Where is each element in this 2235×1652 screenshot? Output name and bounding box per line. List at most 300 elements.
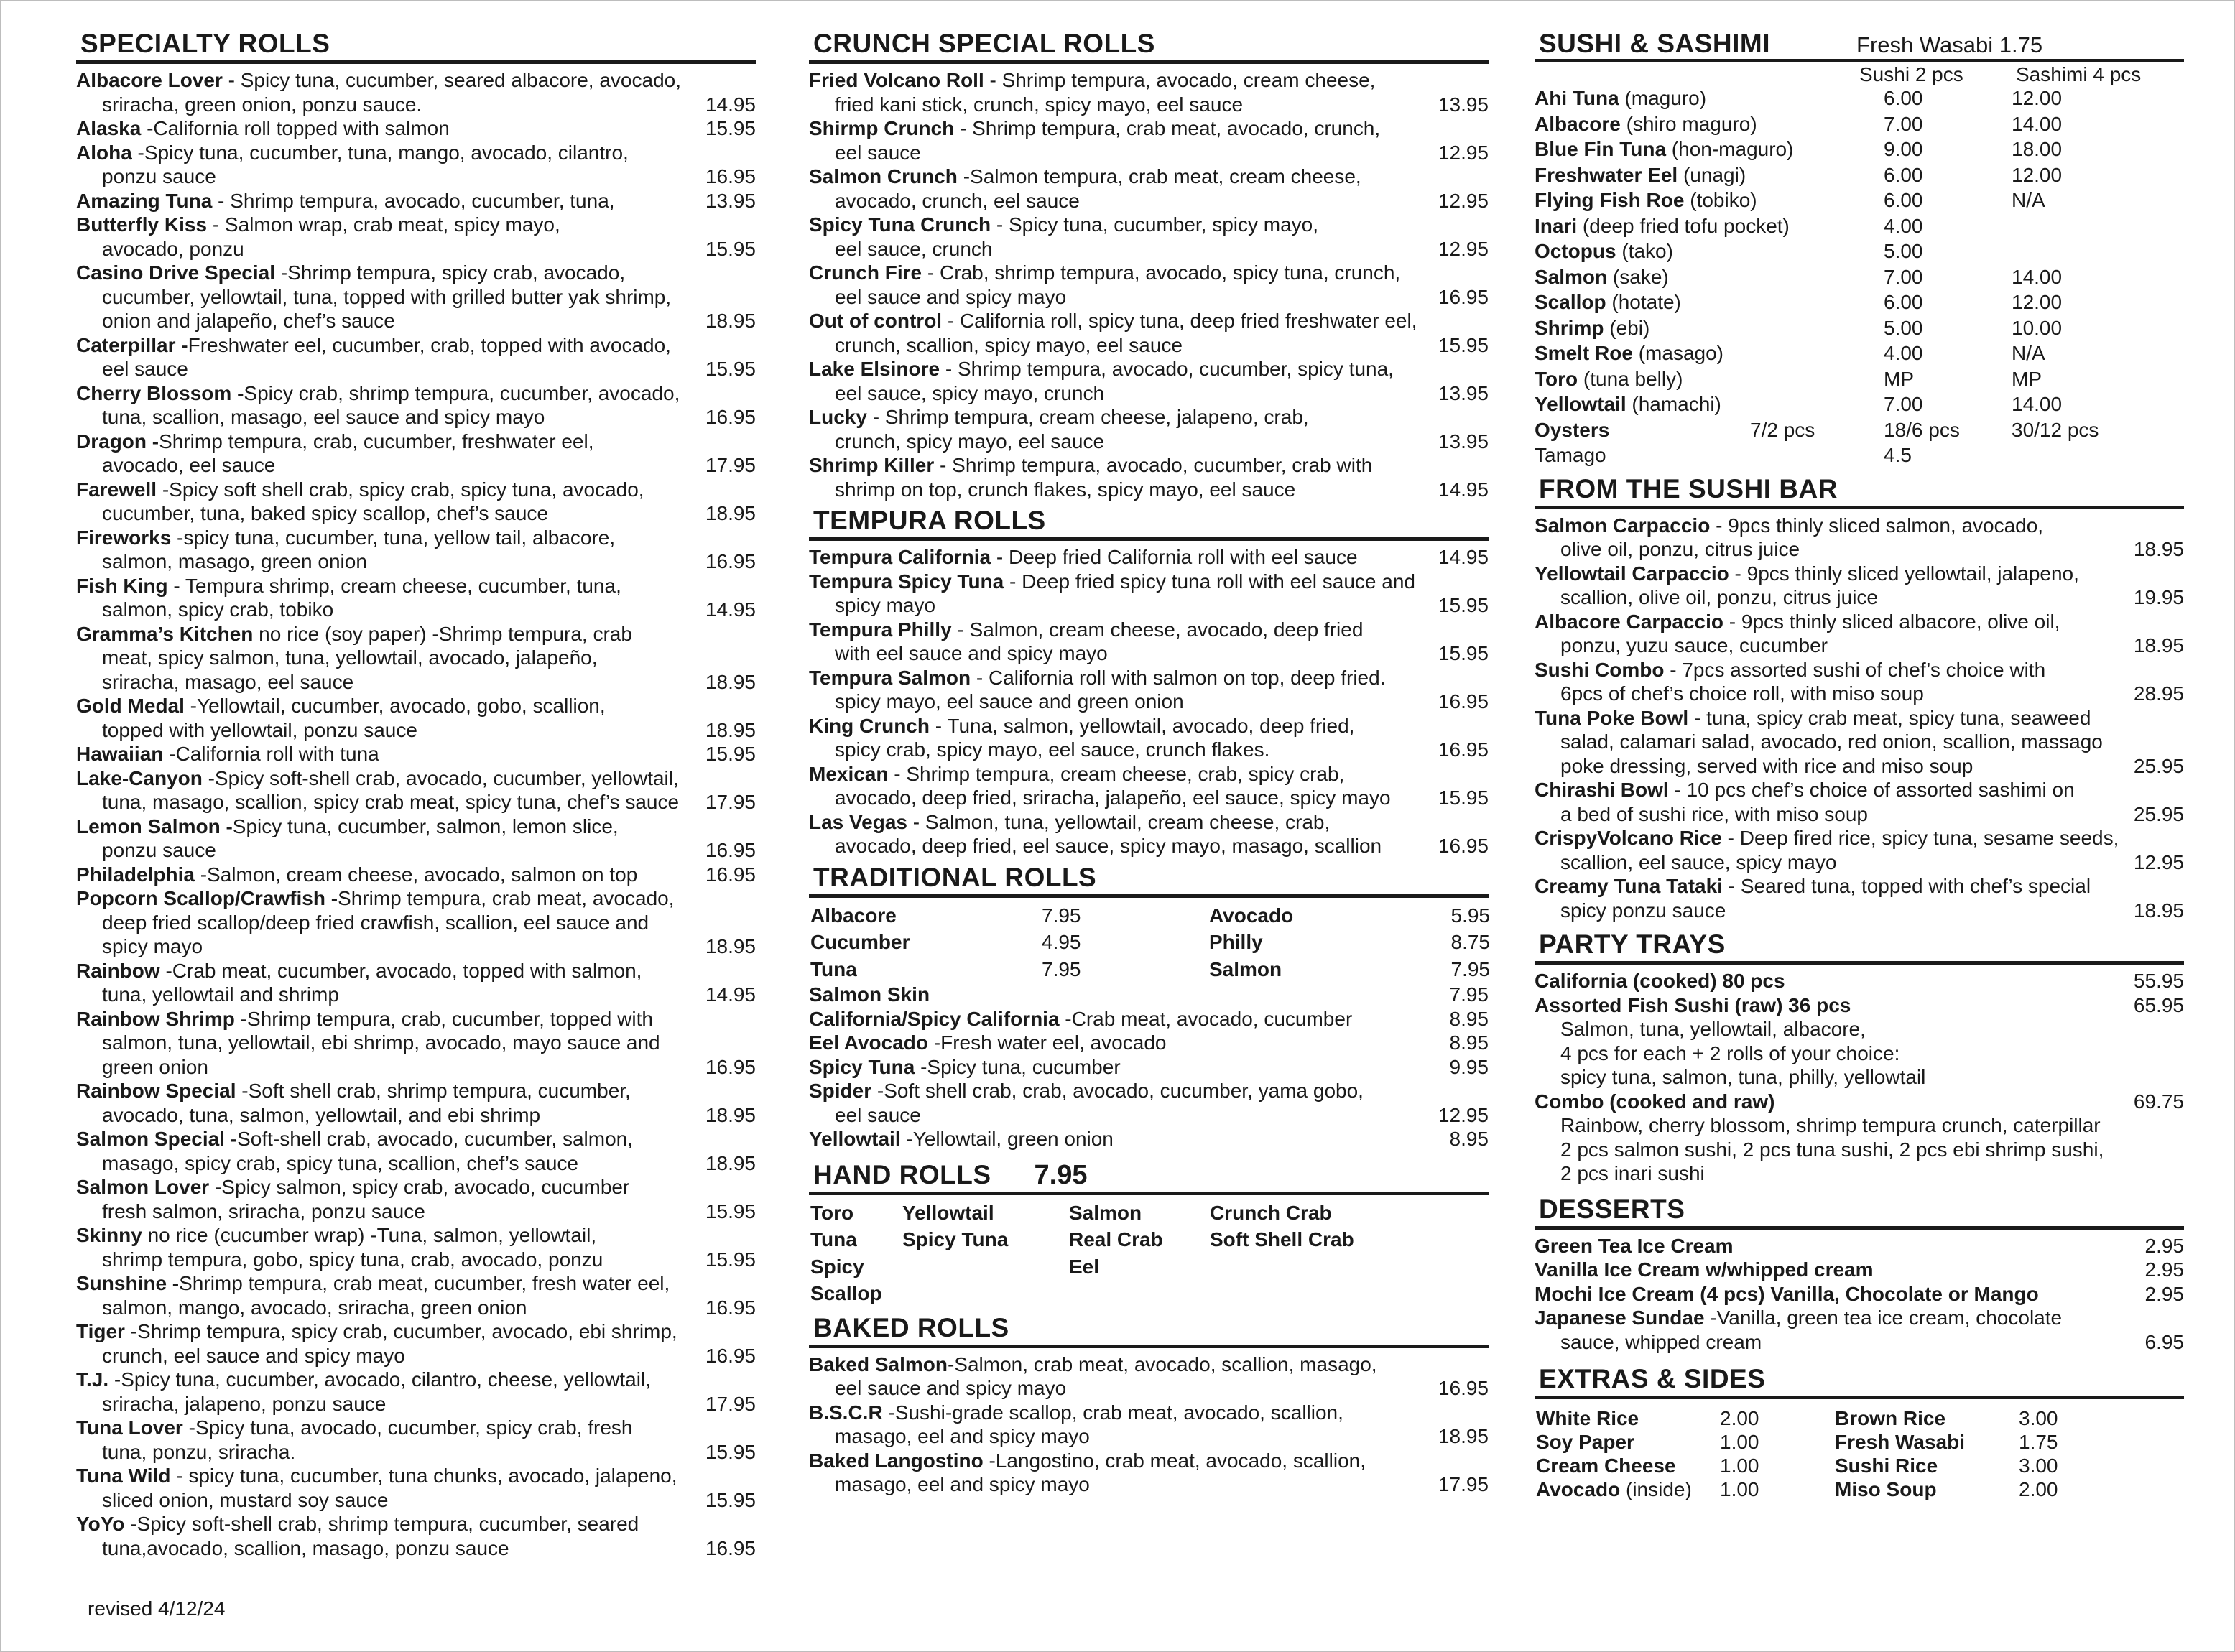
menu-item-line (809, 1424, 1489, 1449)
menu-item-name: Dragon - (76, 430, 159, 453)
menu-item-line (1535, 658, 2184, 682)
extra-name: White Rice (1536, 1407, 1639, 1429)
menu-item-name: California (cooked) 80 pcs (1535, 970, 1785, 992)
section-title: FROM THE SUSHI BAR (1539, 473, 1838, 504)
menu-item-desc: salmon, mango, avocado, sriracha, green onion (102, 1296, 527, 1319)
sushi-price: 5.00 (1884, 240, 1923, 262)
menu-item-text (809, 213, 1431, 237)
menu-item-line (809, 478, 1489, 502)
baked-rolls-list (809, 1352, 1489, 1497)
menu-item-desc: -Salmon tempura, crab meat, cream cheese, (957, 165, 1361, 187)
menu-item-price (2127, 1017, 2184, 1041)
menu-item-desc: spicy crab, spicy mayo, eel sauce, crunch flakes. (835, 738, 1270, 761)
roll-name: Philly (1209, 931, 1263, 953)
menu-item-price (1431, 357, 1489, 381)
menu-item-desc: tuna,avocado, scallion, masago, ponzu sauce (102, 1536, 509, 1559)
menu-item-desc: fresh salmon, sriracha, ponzu sauce (102, 1199, 425, 1222)
sashimi-price: 14.00 (2012, 112, 2063, 135)
menu-item-line (76, 501, 756, 526)
menu-item-line (76, 670, 756, 695)
menu-item-line (809, 666, 1489, 690)
menu-item-line (809, 1055, 1489, 1080)
menu-item-text (809, 68, 1431, 93)
menu-item (76, 1512, 756, 1560)
menu-item-desc: - 9pcs thinly sliced salmon, avocado, (1710, 514, 2044, 537)
menu-item-price (1431, 570, 1489, 594)
menu-item-name: Alaska (76, 117, 142, 139)
menu-item-price (2127, 514, 2184, 538)
sushi-subname: (hon-maguro) (1666, 138, 1794, 160)
menu-item-name: Gold Medal (76, 695, 185, 717)
menu-item-text (809, 545, 1431, 570)
menu-item-line (809, 1031, 1489, 1055)
menu-item-name: Popcorn Scallop/Crawfish - (76, 887, 338, 909)
menu-item-text (1535, 969, 2127, 993)
extra-name: Soy Paper (1536, 1431, 1634, 1453)
section-header-sushi (1535, 30, 2184, 62)
menu-item-price: 8.95 (1449, 1128, 1489, 1150)
menu-item-price: 25.95 (2133, 802, 2184, 825)
menu-item-line (76, 1488, 756, 1513)
menu-item-name: Out of control (809, 310, 943, 332)
menu-item-text (76, 1079, 698, 1103)
menu-item-line (76, 381, 756, 406)
menu-item-line (1535, 1113, 2184, 1138)
menu-item-desc: - Deep fried spicy tuna roll with eel sauce and (1004, 570, 1415, 593)
menu-item-desc: sriracha, masago, eel sauce (102, 670, 354, 693)
menu-item-line (809, 618, 1489, 642)
menu-item-desc: -Spicy tuna, cucumber, avocado, cilantro, cheese, yellowtail, (108, 1368, 651, 1391)
sushi-qty (1750, 315, 1858, 341)
menu-item-line (76, 1344, 756, 1368)
menu-item (1535, 1306, 2184, 1354)
menu-item-price: 12.95 (1438, 1103, 1489, 1126)
menu-item-price: 18.95 (2133, 899, 2184, 922)
menu-item-line (76, 237, 756, 261)
menu-item-price (2127, 1306, 2184, 1330)
menu-item-desc: - Shrimp tempura, avocado, cucumber, crab with (934, 454, 1373, 476)
menu-item-name: Fish King (76, 574, 168, 597)
menu-item (76, 68, 756, 116)
section-header-tempura (809, 507, 1489, 541)
menu-item-line (76, 93, 756, 117)
menu-item-price (1431, 309, 1489, 333)
sushi-name-cell (1535, 162, 1750, 188)
menu-item-line (809, 309, 1489, 333)
hand-roll-name: Yellowtail (902, 1201, 994, 1224)
menu-item-line (76, 309, 756, 333)
menu-item-price (698, 1416, 756, 1440)
menu-item-line (1535, 802, 2184, 827)
section-header-desserts (1535, 1196, 2184, 1230)
menu-item-text (809, 810, 1431, 835)
menu-item-line (809, 285, 1489, 310)
menu-item (1535, 1282, 2184, 1307)
menu-item-text (809, 983, 1431, 1007)
menu-item-desc: Soft-shell crab, avocado, cucumber, salmon, (237, 1128, 634, 1150)
extra-price: 2.00 (1720, 1407, 1759, 1429)
menu-item-text (76, 261, 698, 285)
menu-item (809, 213, 1489, 261)
menu-item-line (1535, 754, 2184, 779)
menu-item-text (809, 570, 1431, 594)
menu-item-desc: spicy tuna, salmon, tuna, philly, yellowtail (1560, 1066, 1926, 1088)
hand-roll-name: Toro (810, 1201, 854, 1224)
sushi-name: Salmon (1535, 265, 1608, 288)
hand-rolls-price: 7.95 (1034, 1159, 1088, 1190)
menu-item-text (76, 1464, 698, 1488)
menu-item (809, 1079, 1489, 1127)
menu-item (76, 213, 756, 261)
menu-item-price: 16.95 (1438, 285, 1489, 308)
menu-item-text (809, 261, 1431, 285)
menu-item-price: 15.95 (705, 743, 756, 765)
menu-item-desc: avocado, deep fried, eel sauce, spicy mayo, masago, scallion (835, 835, 1382, 857)
sushi-sashimi-table (1535, 85, 2184, 468)
menu-item-text (76, 381, 698, 406)
menu-item (809, 1007, 1489, 1031)
menu-item-desc: -Vanilla, green tea ice cream, chocolate (1704, 1307, 2063, 1329)
menu-item-line (1535, 899, 2184, 923)
menu-item-desc: -Spicy soft-shell crab, shrimp tempura, cucumber, seared (124, 1513, 639, 1535)
menu-item-name: Caterpillar - (76, 333, 188, 356)
menu-item (809, 762, 1489, 810)
menu-item-line (809, 570, 1489, 594)
menu-item-line (809, 93, 1489, 117)
sushi-subname: (sake) (1607, 265, 1669, 288)
menu-item-line (76, 1079, 756, 1103)
menu-item-line (809, 1103, 1489, 1128)
menu-item-price: 16.95 (1438, 690, 1489, 713)
menu-item-line (1535, 562, 2184, 586)
extra-name-cell (1536, 1406, 1720, 1430)
menu-item (76, 694, 756, 742)
menu-item (1535, 993, 2184, 1090)
menu-item-name: Lemon Salmon - (76, 815, 233, 837)
menu-item-line (76, 1055, 756, 1080)
menu-item-desc: Shrimp tempura, crab meat, avocado, (338, 887, 675, 909)
menu-item-price (698, 886, 756, 911)
menu-item-desc: poke dressing, served with rice and miso soup (1560, 754, 1973, 777)
menu-item-text (76, 116, 698, 141)
menu-item-line (1535, 1017, 2184, 1041)
menu-item-line (1535, 585, 2184, 610)
menu-item-price: 13.95 (1438, 381, 1489, 404)
menu-item-line (809, 1352, 1489, 1377)
menu-item-line (809, 430, 1489, 454)
section-header-sushibar (1535, 475, 2184, 509)
sushi-row (1535, 417, 2184, 443)
menu-item-line (1535, 1282, 2184, 1307)
sushi-name-cell (1535, 340, 1750, 366)
menu-item-price (698, 1031, 756, 1055)
menu-item-text (809, 714, 1431, 738)
menu-item-price: 15.95 (1438, 594, 1489, 616)
menu-item-price (2127, 562, 2184, 586)
menu-item-desc: - Seared tuna, topped with chef’s special (1722, 875, 2091, 897)
menu-item-line (809, 545, 1489, 570)
roll-name: Avocado (1209, 904, 1294, 927)
menu-item-line (809, 1007, 1489, 1031)
menu-item-line (76, 1199, 756, 1224)
menu-item-desc: -Spicy tuna, cucumber, tuna, mango, avocado, cilantro, (131, 141, 629, 164)
menu-item-desc: a bed of sushi rice, with miso soup (1560, 802, 1868, 825)
menu-item-desc: - Crab, shrimp tempura, avocado, spicy tuna, crunch, (922, 261, 1401, 284)
menu-item-text (76, 742, 698, 766)
menu-item-line (809, 690, 1489, 714)
menu-item-text (1535, 993, 2127, 1018)
menu-item-line (1535, 610, 2184, 634)
menu-item-line (76, 1031, 756, 1055)
sushi-row (1535, 442, 2184, 468)
menu-item-desc: - Shrimp tempura, avocado, cucumber, tuna, (212, 189, 615, 212)
menu-item-price: 13.95 (1438, 93, 1489, 116)
menu-item-text (809, 1055, 1431, 1080)
sushi-name: Inari (1535, 214, 1578, 237)
menu-item (76, 1127, 756, 1175)
menu-item-price (698, 261, 756, 285)
extra-name: Miso Soup (1835, 1478, 1937, 1500)
menu-item-desc: -California roll topped with salmon (141, 117, 450, 139)
menu-item-name: Salmon Special - (76, 1128, 238, 1150)
menu-item-line (809, 1472, 1489, 1497)
menu-item-price: 15.95 (705, 1199, 756, 1222)
menu-item-price: 18.95 (705, 1151, 756, 1174)
menu-item-name: Chirashi Bowl (1535, 779, 1669, 801)
hand-roll-name (902, 1253, 1069, 1307)
menu-item-name: Fireworks (76, 526, 172, 549)
menu-item-name: Salmon Lover (76, 1176, 210, 1198)
menu-item-line (809, 1401, 1489, 1425)
menu-item-name: Hawaiian (76, 743, 164, 765)
sushi-subname: (tobiko) (1684, 189, 1757, 211)
menu-item-line (1535, 1041, 2184, 1066)
menu-item-desc: masago, eel and spicy mayo (835, 1425, 1090, 1447)
roll-price: 5.95 (1450, 904, 1490, 927)
section-header-specialty (76, 30, 756, 64)
sushi-subname: (hotate) (1606, 291, 1681, 313)
menu-item-name: Lucky (809, 406, 867, 428)
menu-item-line (76, 1296, 756, 1320)
menu-item-name: Tempura Philly (809, 618, 952, 641)
sushi-name: Octopus (1535, 240, 1616, 262)
menu-item-price (698, 1079, 756, 1103)
menu-item (809, 1352, 1489, 1401)
menu-item (76, 1271, 756, 1319)
menu-item-line (809, 405, 1489, 430)
menu-item-desc: - Shrimp tempura, avocado, cream cheese, (984, 69, 1376, 91)
menu-item-desc: avocado, crunch, eel sauce (835, 189, 1080, 212)
menu-item-text (76, 213, 698, 237)
traditional-rolls-list (809, 983, 1489, 1151)
menu-item-desc: eel sauce, spicy mayo, crunch (835, 381, 1105, 404)
menu-item-desc: -Spicy tuna, cucumber (915, 1055, 1121, 1078)
menu-item-text (1535, 610, 2127, 634)
menu-item (1535, 658, 2184, 706)
menu-item (809, 68, 1489, 116)
menu-item-line (76, 213, 756, 237)
menu-item (76, 381, 756, 430)
menu-item-name: Salmon Crunch (809, 165, 958, 187)
menu-item-price: 16.95 (705, 863, 756, 886)
menu-item-name: Tuna Wild (76, 1465, 171, 1487)
menu-item-name: B.S.C.R (809, 1401, 883, 1424)
menu-item-name: Mexican (809, 762, 889, 785)
menu-item-name: Tempura Spicy Tuna (809, 570, 1004, 593)
sushi-price: 4.00 (1884, 342, 1923, 364)
menu-item-desc: sriracha, green onion, ponzu sauce. (102, 93, 422, 116)
roll-name: Tuna (810, 957, 857, 980)
menu-item-text (809, 453, 1431, 478)
menu-item-desc: spicy mayo (102, 935, 203, 957)
menu-item-price (1431, 1449, 1489, 1473)
menu-item (1535, 778, 2184, 826)
menu-item-desc: spicy ponzu sauce (1560, 899, 1726, 922)
menu-item-text (76, 68, 698, 93)
sushi-price: MP (1884, 367, 1914, 390)
menu-item-line (76, 1007, 756, 1031)
menu-item-line (809, 738, 1489, 762)
menu-item-desc: ponzu, yuzu sauce, cucumber (1560, 634, 1828, 656)
section-title: TEMPURA ROLLS (813, 506, 1046, 535)
menu-item-line (76, 68, 756, 93)
sushi-row (1535, 162, 2184, 188)
menu-item-price: 18.95 (2133, 538, 2184, 560)
menu-item-desc: green onion (102, 1055, 208, 1078)
menu-item-text (809, 618, 1431, 642)
menu-item-line (76, 333, 756, 358)
menu-item-line (76, 598, 756, 622)
menu-item (809, 453, 1489, 501)
menu-item-name: Amazing Tuna (76, 189, 213, 212)
menu-item-price: 2.95 (2144, 1282, 2184, 1305)
menu-item (76, 116, 756, 141)
menu-item (809, 666, 1489, 714)
menu-item-name: Tiger (76, 1320, 125, 1342)
menu-item-desc: avocado, tuna, salmon, yellowtail, and ebi shrimp (102, 1103, 541, 1126)
menu-item-name: Baked Salmon (809, 1352, 948, 1375)
menu-item-name: Creamy Tuna Tataki (1535, 875, 1723, 897)
menu-item-desc: no rice (soy paper) -Shrimp tempura, crab (253, 622, 632, 645)
menu-item-text (76, 1007, 698, 1031)
menu-item-desc: spicy mayo, eel sauce and green onion (835, 690, 1184, 713)
menu-item-price: 16.95 (1438, 835, 1489, 857)
menu-item-price (698, 141, 756, 165)
menu-item-name: Spider (809, 1080, 872, 1102)
menu-item-text (1535, 514, 2127, 538)
menu-item (1535, 562, 2184, 610)
menu-item-desc: -Langostino, crab meat, avocado, scallion, (983, 1449, 1366, 1472)
menu-item-line (76, 694, 756, 718)
menu-item (809, 164, 1489, 213)
menu-item-line (809, 641, 1489, 666)
menu-item-line (1535, 1065, 2184, 1090)
sashimi-price: N/A (2012, 189, 2045, 211)
roll-name: Cucumber (810, 931, 910, 953)
menu-item-line (76, 1440, 756, 1465)
menu-item-line (809, 453, 1489, 478)
menu-item (76, 1464, 756, 1512)
menu-item (76, 1416, 756, 1464)
menu-item (809, 1127, 1489, 1151)
menu-item-price (1431, 1401, 1489, 1425)
menu-item-desc: fried kani stick, crunch, spicy mayo, eel sauce (835, 93, 1244, 116)
menu-item-price: 16.95 (705, 839, 756, 861)
menu-item-price (1431, 213, 1489, 237)
menu-item-price: 18.95 (705, 935, 756, 957)
roll-price: 7.95 (1042, 904, 1081, 927)
hand-roll-name (1210, 1253, 1425, 1307)
extra-name-cell (1536, 1477, 1720, 1501)
menu-item-name: Skinny (76, 1224, 142, 1246)
tempura-rolls-list (809, 545, 1489, 858)
section-header-party (1535, 931, 2184, 965)
menu-item-desc: Spicy tuna, cucumber, salmon, lemon slice, (232, 815, 619, 837)
sushi-name-cell (1535, 238, 1750, 264)
menu-item-line (1535, 730, 2184, 754)
menu-item-desc: eel sauce, crunch (835, 237, 993, 260)
menu-item-line (809, 714, 1489, 738)
section-header-baked (809, 1314, 1489, 1348)
sushi-subname: (deep fried tofu pocket) (1577, 214, 1790, 237)
menu-item-price: 2.95 (2144, 1234, 2184, 1257)
menu-item-price: 16.95 (705, 1344, 756, 1367)
menu-item-desc: -Salmon, crab meat, avocado, scallion, masago, (947, 1352, 1377, 1375)
menu-item-desc: Rainbow, cherry blossom, shrimp tempura crunch, caterpillar (1560, 1114, 2101, 1136)
menu-item-line (809, 1127, 1489, 1151)
menu-item-name: Spicy Tuna (809, 1055, 915, 1078)
menu-item-price (2127, 778, 2184, 802)
menu-item-desc: 2 pcs inari sushi (1560, 1162, 1705, 1184)
sushi-subname: (ebi) (1604, 316, 1650, 339)
menu-item-text (809, 1401, 1431, 1425)
sushi-subname: Tamago (1535, 444, 1606, 466)
menu-item (76, 959, 756, 1007)
menu-item-line (1535, 1330, 2184, 1355)
menu-item (809, 357, 1489, 405)
sashimi-price (1987, 238, 2131, 264)
menu-item (809, 714, 1489, 762)
menu-item-price (1431, 405, 1489, 430)
menu-item-desc: Salmon, tuna, yellowtail, albacore, (1560, 1018, 1866, 1040)
column-middle (809, 30, 1489, 1497)
menu-item-desc: - 10 pcs chef’s choice of assorted sashimi on (1668, 779, 2075, 801)
menu-item-price (698, 1368, 756, 1392)
menu-item-price: 12.95 (1438, 237, 1489, 260)
menu-item-desc: crunch, scallion, spicy mayo, eel sauce (835, 333, 1183, 356)
menu-item-price (698, 1271, 756, 1296)
menu-item-line (1535, 993, 2184, 1018)
menu-item-price (698, 1512, 756, 1536)
menu-item-line (76, 116, 756, 141)
menu-item-text (76, 1319, 698, 1344)
menu-item-line (76, 1271, 756, 1296)
menu-item-desc: -Shrimp tempura, spicy crab, avocado, (275, 261, 626, 284)
menu-item-name: Yellowtail Carpaccio (1535, 562, 1729, 585)
menu-item-desc: eel sauce (102, 358, 188, 380)
menu-item-desc: eel sauce and spicy mayo (835, 285, 1067, 308)
menu-item-desc: -Shrimp tempura, spicy crab, cucumber, avocado, ebi shrimp, (124, 1320, 677, 1342)
menu-item-name: King Crunch (809, 714, 930, 737)
roll-price: 7.95 (1042, 957, 1081, 980)
menu-item-price (698, 766, 756, 791)
menu-item-price: 2.95 (2144, 1258, 2184, 1281)
sushi-subname: (hamachi) (1626, 393, 1721, 415)
menu-item-text (1535, 1306, 2127, 1330)
menu-item-text (809, 164, 1431, 189)
sushi-name-cell (1535, 213, 1790, 239)
menu-item-name: Fried Volcano Roll (809, 69, 984, 91)
